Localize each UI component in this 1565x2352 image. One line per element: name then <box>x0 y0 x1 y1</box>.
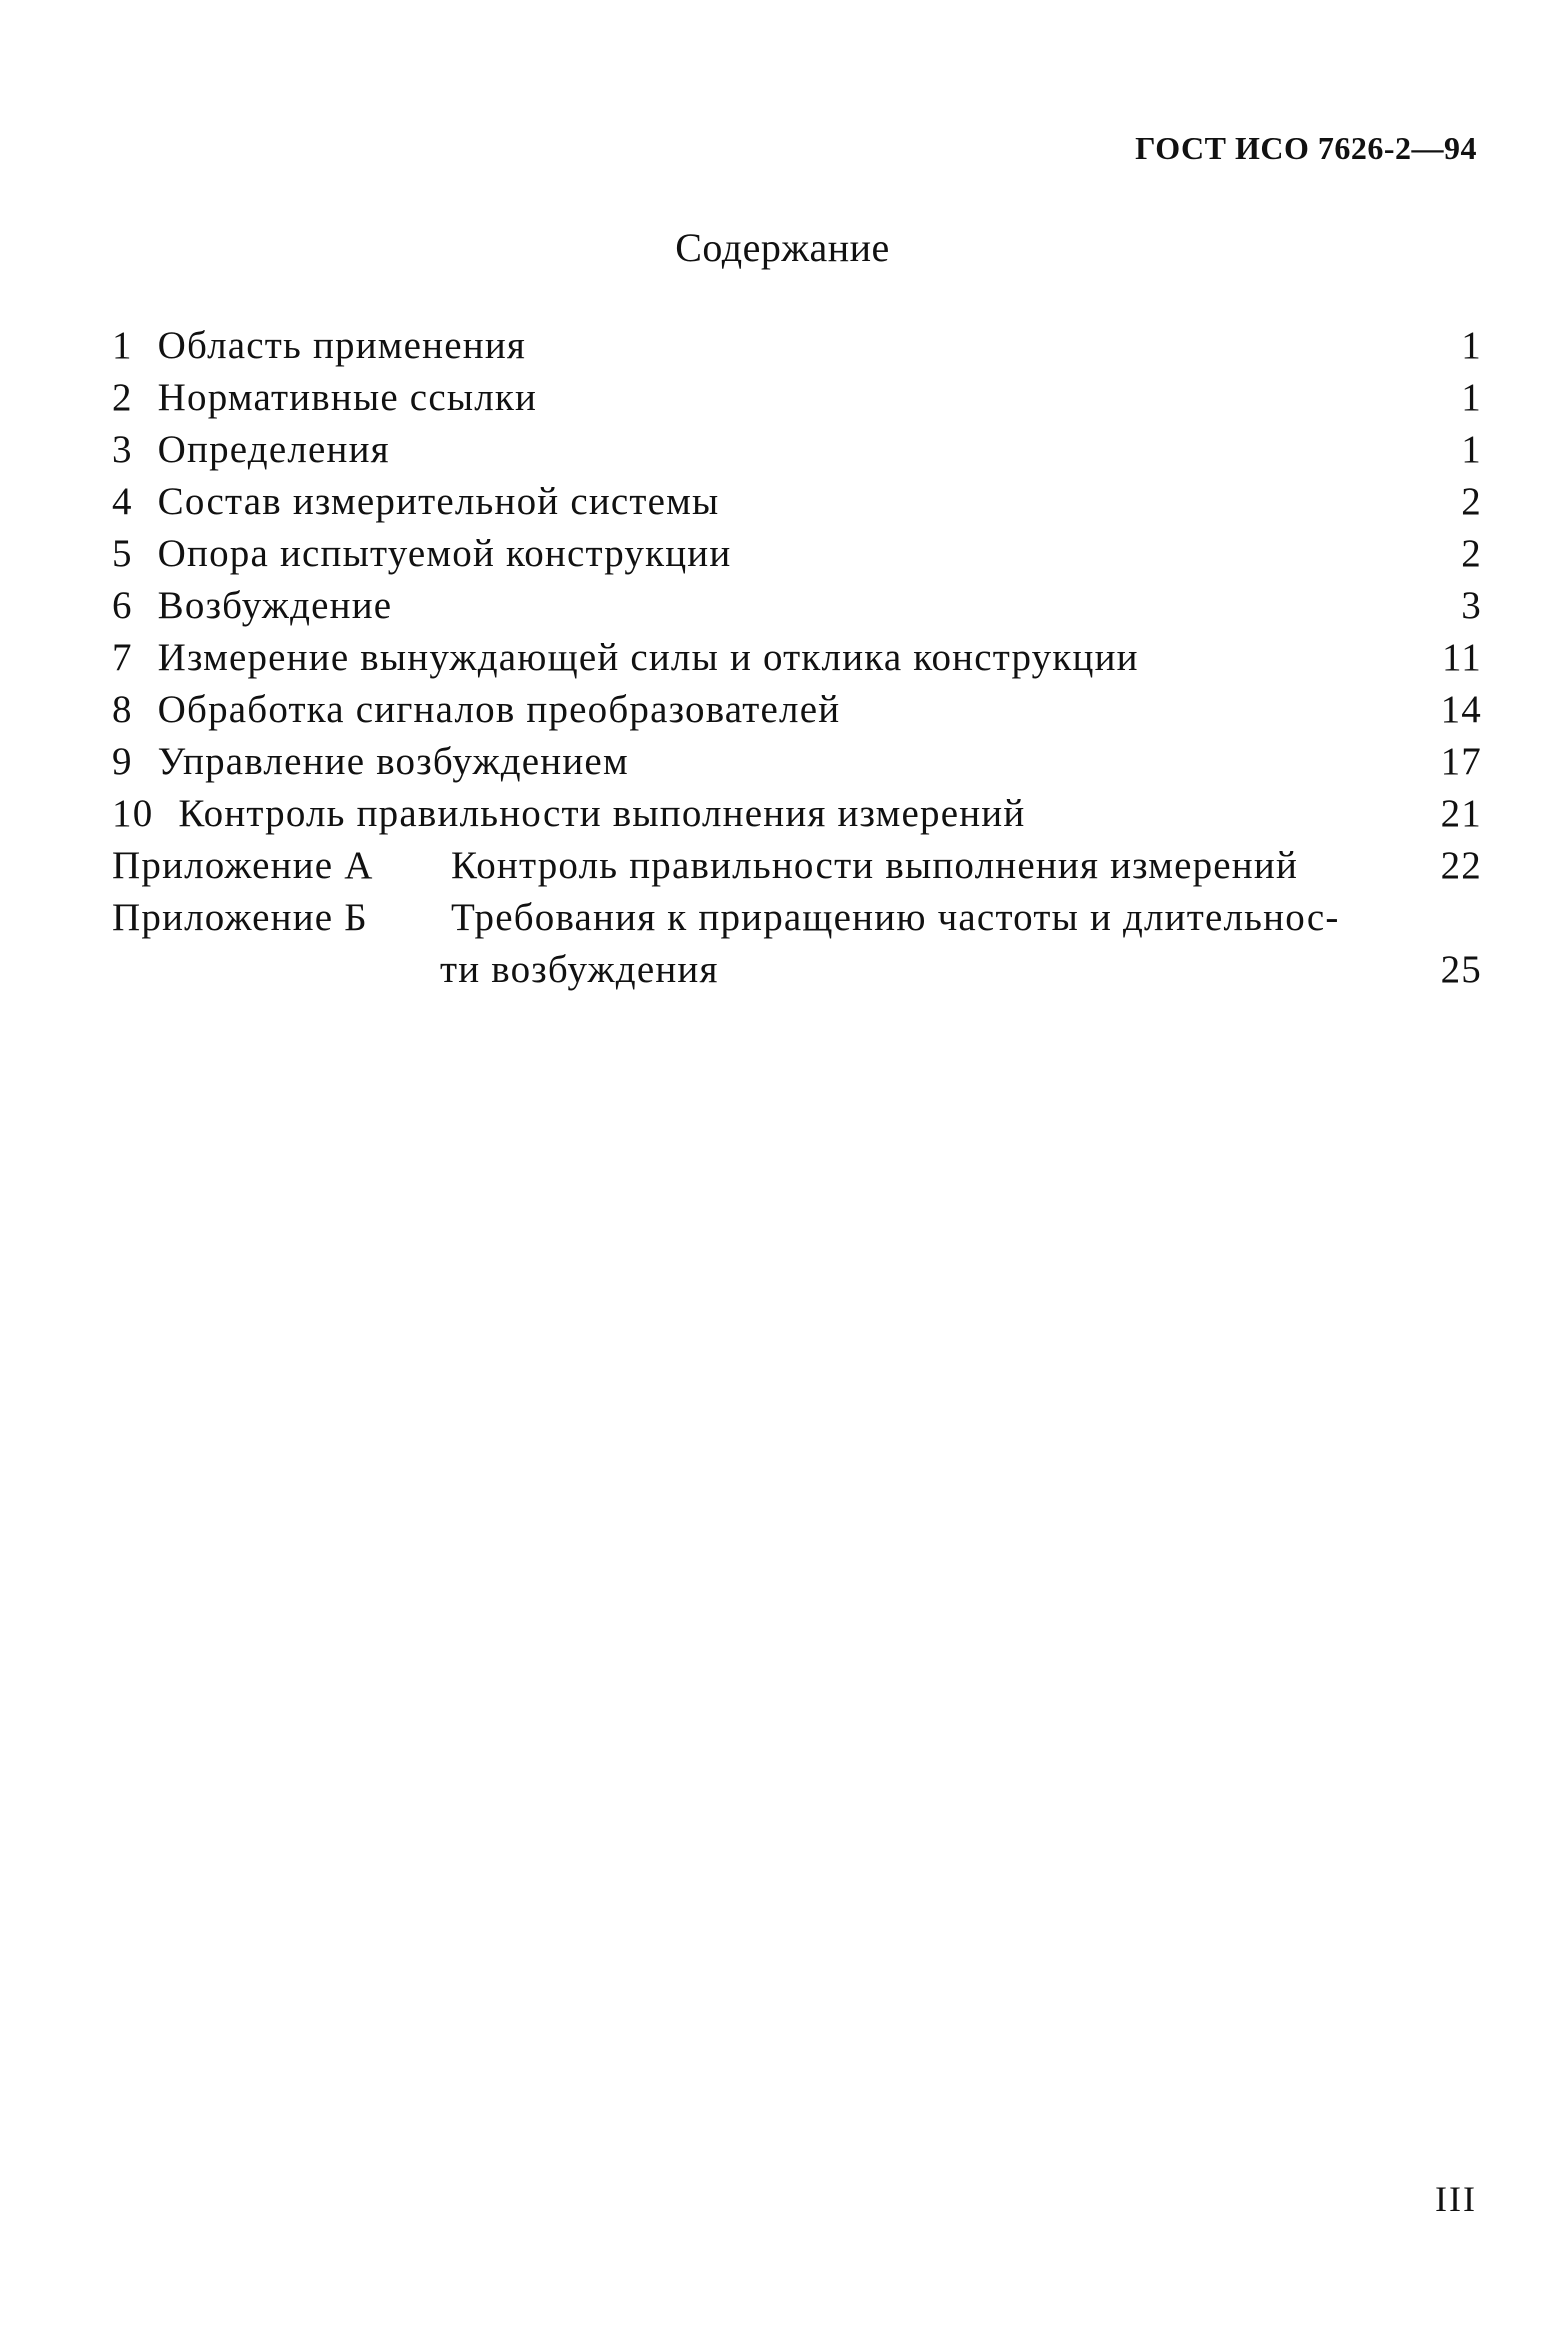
toc-appendix-entry-continuation[interactable] <box>112 944 1482 996</box>
page-number: III <box>1435 2179 1477 2219</box>
toc-entry-page: 14 <box>1440 688 1482 731</box>
toc-entry-page: 25 <box>1440 948 1482 991</box>
toc-entry-page: 3 <box>1461 584 1482 627</box>
toc-entry[interactable] <box>112 320 1482 372</box>
toc-entry-page: 21 <box>1440 792 1482 835</box>
toc-entry[interactable] <box>112 372 1482 424</box>
toc-appendix-entry[interactable] <box>112 840 1482 892</box>
toc-entry-label: Область применения <box>157 324 527 367</box>
toc-entry-page: 1 <box>1461 376 1482 419</box>
toc-entry-page: 22 <box>1440 844 1482 887</box>
table-of-contents <box>112 320 1482 996</box>
toc-appendix-label: Контроль правильности выполнения измерений <box>450 844 1299 887</box>
toc-entry-number: 2 <box>112 376 133 419</box>
toc-entry-label: Управление возбуждением <box>157 740 629 783</box>
toc-entry-page: 11 <box>1442 636 1482 679</box>
toc-entry[interactable] <box>112 528 1482 580</box>
toc-entry-label: Определения <box>157 428 390 471</box>
toc-entry-label: Возбуждение <box>157 584 393 627</box>
toc-entry-label: Нормативные ссылки <box>157 376 538 419</box>
toc-entry-number: 9 <box>112 740 133 783</box>
toc-entry[interactable] <box>112 476 1482 528</box>
toc-entry-page: 1 <box>1461 428 1482 471</box>
toc-appendix-label-continuation: ти возбуждения <box>440 948 719 991</box>
toc-entry-number: 5 <box>112 532 133 575</box>
toc-appendix-label: Требования к приращению частоты и длительнос- <box>450 896 1340 939</box>
toc-entry-label: Опора испытуемой конструкции <box>157 532 732 575</box>
toc-entry-page: 2 <box>1461 480 1482 523</box>
toc-entry[interactable] <box>112 580 1482 632</box>
toc-entry-number: 10 <box>112 792 154 835</box>
toc-entry-number: 8 <box>112 688 133 731</box>
toc-appendix-name: Приложение А <box>112 844 374 887</box>
toc-entry-page: 2 <box>1461 532 1482 575</box>
toc-entry-label: Обработка сигналов преобразователей <box>157 688 841 731</box>
toc-appendix-name: Приложение Б <box>112 896 368 939</box>
toc-entry-number: 7 <box>112 636 133 679</box>
toc-entry-page: 1 <box>1461 324 1482 367</box>
toc-entry[interactable] <box>112 788 1482 840</box>
toc-entry-number: 1 <box>112 324 133 367</box>
toc-entry-label: Измерение вынуждающей силы и отклика конструкции <box>157 636 1139 679</box>
toc-entry[interactable] <box>112 632 1482 684</box>
toc-appendix-entry[interactable] <box>112 892 1482 944</box>
toc-entry-number: 4 <box>112 480 133 523</box>
toc-entry[interactable] <box>112 424 1482 476</box>
toc-entry-page: 17 <box>1440 740 1482 783</box>
toc-entry[interactable] <box>112 684 1482 736</box>
toc-entry-number: 6 <box>112 584 133 627</box>
toc-entry-label: Контроль правильности выполнения измерений <box>178 792 1026 835</box>
toc-entry-label: Состав измерительной системы <box>157 480 720 523</box>
document-code: ГОСТ ИСО 7626-2—94 <box>1135 130 1477 166</box>
toc-title: Содержание <box>675 225 890 270</box>
toc-entry[interactable] <box>112 736 1482 788</box>
toc-entry-number: 3 <box>112 428 133 471</box>
